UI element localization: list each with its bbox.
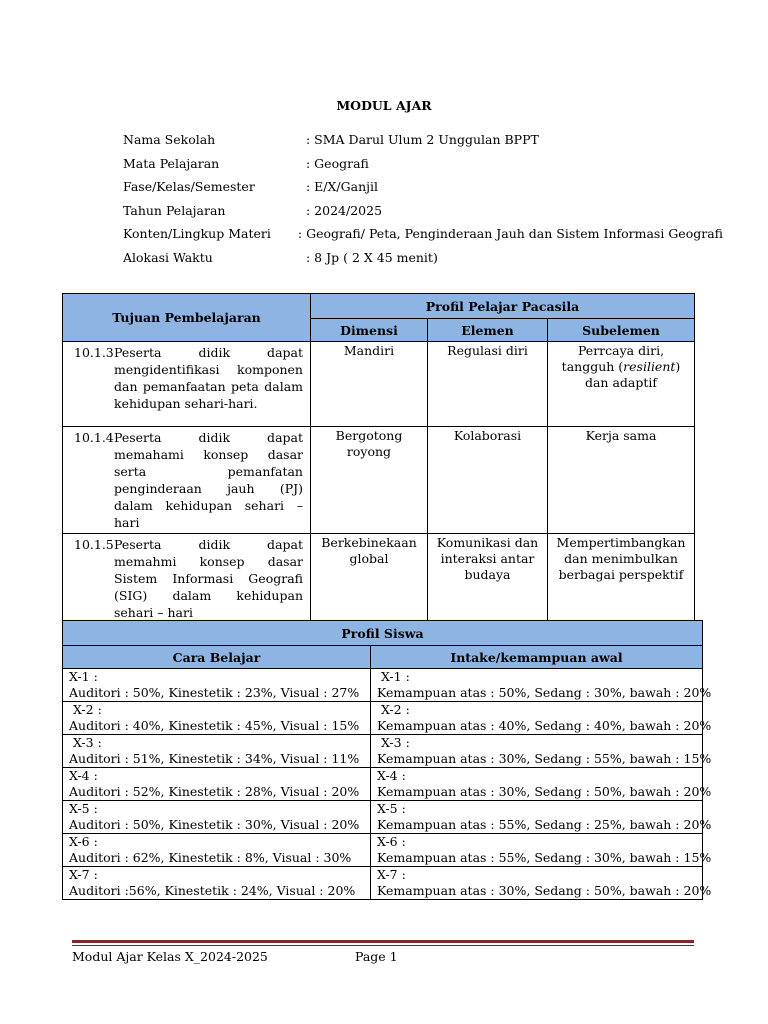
objective-code: 10.1.3	[74, 345, 114, 360]
tujuan-cell	[63, 534, 311, 624]
table-row	[63, 801, 703, 834]
info-row-alokasi-waktu	[123, 246, 723, 270]
info-label: Alokasi Waktu	[123, 249, 213, 265]
dimensi-cell: Berkebinekaan global	[311, 534, 428, 624]
intake-value: Kemampuan atas : 50%, Sedang : 30%, bawah : 20%	[377, 685, 712, 700]
objective-text: Peserta didik dapat memahmi konsep dasar Sistem Informasi Geografi (SIG) dalam kehidupan sehari – hari	[114, 537, 303, 620]
intake-value: Kemampuan atas : 30%, Sedang : 55%, bawah : 15%	[377, 751, 712, 766]
header-tujuan: Tujuan Pembelajaran	[63, 294, 311, 342]
info-label: Fase/Kelas/Semester	[123, 179, 255, 195]
cara-belajar-cell	[63, 768, 371, 801]
subelemen-text-a: Perrcaya diri, tangguh (	[561, 343, 665, 374]
class-label: X-2 :	[69, 702, 102, 717]
class-label: X-5 :	[377, 801, 406, 816]
elemen-cell: Kolaborasi	[428, 427, 548, 534]
subelemen-cell	[548, 342, 695, 427]
cara-belajar-value: Auditori : 51%, Kinestetik : 34%, Visual : 11%	[69, 751, 360, 766]
intake-value: Kemampuan atas : 55%, Sedang : 30%, bawah : 15%	[377, 850, 712, 865]
objective-code: 10.1.4	[74, 430, 114, 445]
cara-belajar-cell	[63, 702, 371, 735]
class-label: X-4 :	[377, 768, 406, 783]
intake-value: Kemampuan atas : 40%, Sedang : 40%, bawah : 20%	[377, 718, 712, 733]
info-row-tahun-pelajaran	[123, 199, 723, 223]
subelemen-emphasis: resilient	[623, 359, 676, 374]
header-dimensi: Dimensi	[311, 319, 428, 342]
table-row	[63, 867, 703, 900]
class-label: X-7 :	[377, 867, 406, 882]
header-profil-pelajar: Profil Pelajar Pacasila	[311, 294, 695, 319]
elemen-cell: Komunikasi dan interaksi antar budaya	[428, 534, 548, 624]
header-intake: Intake/kemampuan awal	[371, 646, 703, 669]
info-value: : 2024/2025	[306, 202, 383, 218]
header-cara-belajar: Cara Belajar	[63, 646, 371, 669]
info-label: Konten/Lingkup Materi	[123, 226, 271, 242]
table-row	[63, 834, 703, 867]
footer-rule-thick	[72, 940, 694, 943]
class-label: X-7 :	[69, 867, 98, 882]
learning-objectives-table	[62, 293, 695, 624]
class-label: X-1 :	[377, 669, 410, 684]
cara-belajar-value: Auditori : 40%, Kinestetik : 45%, Visual : 15%	[69, 718, 360, 733]
header-subelemen: Subelemen	[548, 319, 695, 342]
cara-belajar-value: Auditori : 50%, Kinestetik : 23%, Visual : 27%	[69, 685, 360, 700]
tujuan-cell	[63, 427, 311, 534]
header-profil-siswa: Profil Siswa	[63, 621, 703, 646]
info-label: Mata Pelajaran	[123, 155, 220, 171]
intake-cell	[371, 867, 712, 900]
info-row-konten-materi	[123, 222, 723, 246]
table-row	[63, 427, 695, 534]
cara-belajar-cell	[63, 834, 371, 867]
table-row	[63, 768, 703, 801]
intake-cell	[371, 768, 712, 801]
cara-belajar-value: Auditori : 52%, Kinestetik : 28%, Visual : 20%	[69, 784, 360, 799]
class-label: X-6 :	[69, 834, 98, 849]
info-value: : 8 Jp ( 2 X 45 menit)	[306, 249, 438, 265]
cara-belajar-value: Auditori : 50%, Kinestetik : 30%, Visual : 20%	[69, 817, 360, 832]
cara-belajar-value: Auditori : 62%, Kinestetik : 8%, Visual : 30%	[69, 850, 352, 865]
class-label: X-5 :	[69, 801, 98, 816]
info-value: : SMA Darul Ulum 2 Unggulan BPPT	[306, 132, 539, 148]
intake-cell	[371, 801, 712, 834]
header-elemen: Elemen	[428, 319, 548, 342]
subelemen-text-b: ) dan adaptif	[584, 359, 681, 390]
class-label: X-2 :	[377, 702, 410, 717]
cara-belajar-cell	[63, 867, 371, 900]
dimensi-cell: Mandiri	[311, 342, 428, 427]
intake-cell	[371, 834, 712, 867]
identity-block	[123, 128, 723, 269]
footer-document-name: Modul Ajar Kelas X_2024-2025	[72, 949, 268, 964]
info-value: : Geografi	[306, 155, 369, 171]
objective-text: Peserta didik dapat mengidentifikasi komponen dan pemanfaatan peta dalam kehidupan sehari-hari.	[114, 345, 303, 411]
dimensi-cell: Bergotong royong	[311, 427, 428, 534]
info-label: Tahun Pelajaran	[123, 202, 226, 218]
info-value: : Geografi/ Peta, Penginderaan Jauh dan Sistem Informasi Geografi	[297, 226, 723, 242]
subelemen-cell: Mempertimbangkan dan menimbulkan berbagai perspektif	[548, 534, 695, 624]
class-label: X-3 :	[69, 735, 102, 750]
cara-belajar-cell	[63, 669, 371, 702]
cara-belajar-value: Auditori :56%, Kinestetik : 24%, Visual : 20%	[69, 883, 356, 898]
info-row-nama-sekolah	[123, 128, 723, 152]
table-row	[63, 702, 703, 735]
class-label: X-3 :	[377, 735, 410, 750]
class-label: X-1 :	[69, 669, 98, 684]
intake-value: Kemampuan atas : 55%, Sedang : 25%, bawah : 20%	[377, 817, 712, 832]
info-row-fase-kelas-semester	[123, 175, 723, 199]
elemen-cell: Regulasi diri	[428, 342, 548, 427]
subelemen-cell: Kerja sama	[548, 427, 695, 534]
objective-code: 10.1.5	[74, 537, 114, 552]
class-label: X-4 :	[69, 768, 98, 783]
objective-text: Peserta didik dapat memahami konsep dasar serta pemanfatan penginderaan jauh (PJ) dalam kehidupan sehari – hari	[114, 430, 303, 530]
footer-page-number: Page 1	[355, 949, 398, 964]
intake-cell	[371, 669, 712, 702]
intake-cell	[371, 735, 712, 768]
table-row	[63, 342, 695, 427]
info-row-mata-pelajaran	[123, 152, 723, 176]
intake-value: Kemampuan atas : 30%, Sedang : 50%, bawah : 20%	[377, 883, 712, 898]
document-title: MODUL AJAR	[336, 98, 432, 113]
table-row	[63, 735, 703, 768]
table-row	[63, 669, 703, 702]
tujuan-cell	[63, 342, 311, 427]
intake-value: Kemampuan atas : 30%, Sedang : 50%, bawah : 20%	[377, 784, 712, 799]
cara-belajar-cell	[63, 801, 371, 834]
info-label: Nama Sekolah	[123, 132, 216, 148]
table-row	[63, 534, 695, 624]
class-label: X-6 :	[377, 834, 406, 849]
info-value: : E/X/Ganjil	[306, 179, 378, 195]
intake-cell	[371, 702, 712, 735]
cara-belajar-cell	[63, 735, 371, 768]
footer-rule-thin	[72, 945, 694, 946]
student-profile-table	[62, 620, 712, 900]
